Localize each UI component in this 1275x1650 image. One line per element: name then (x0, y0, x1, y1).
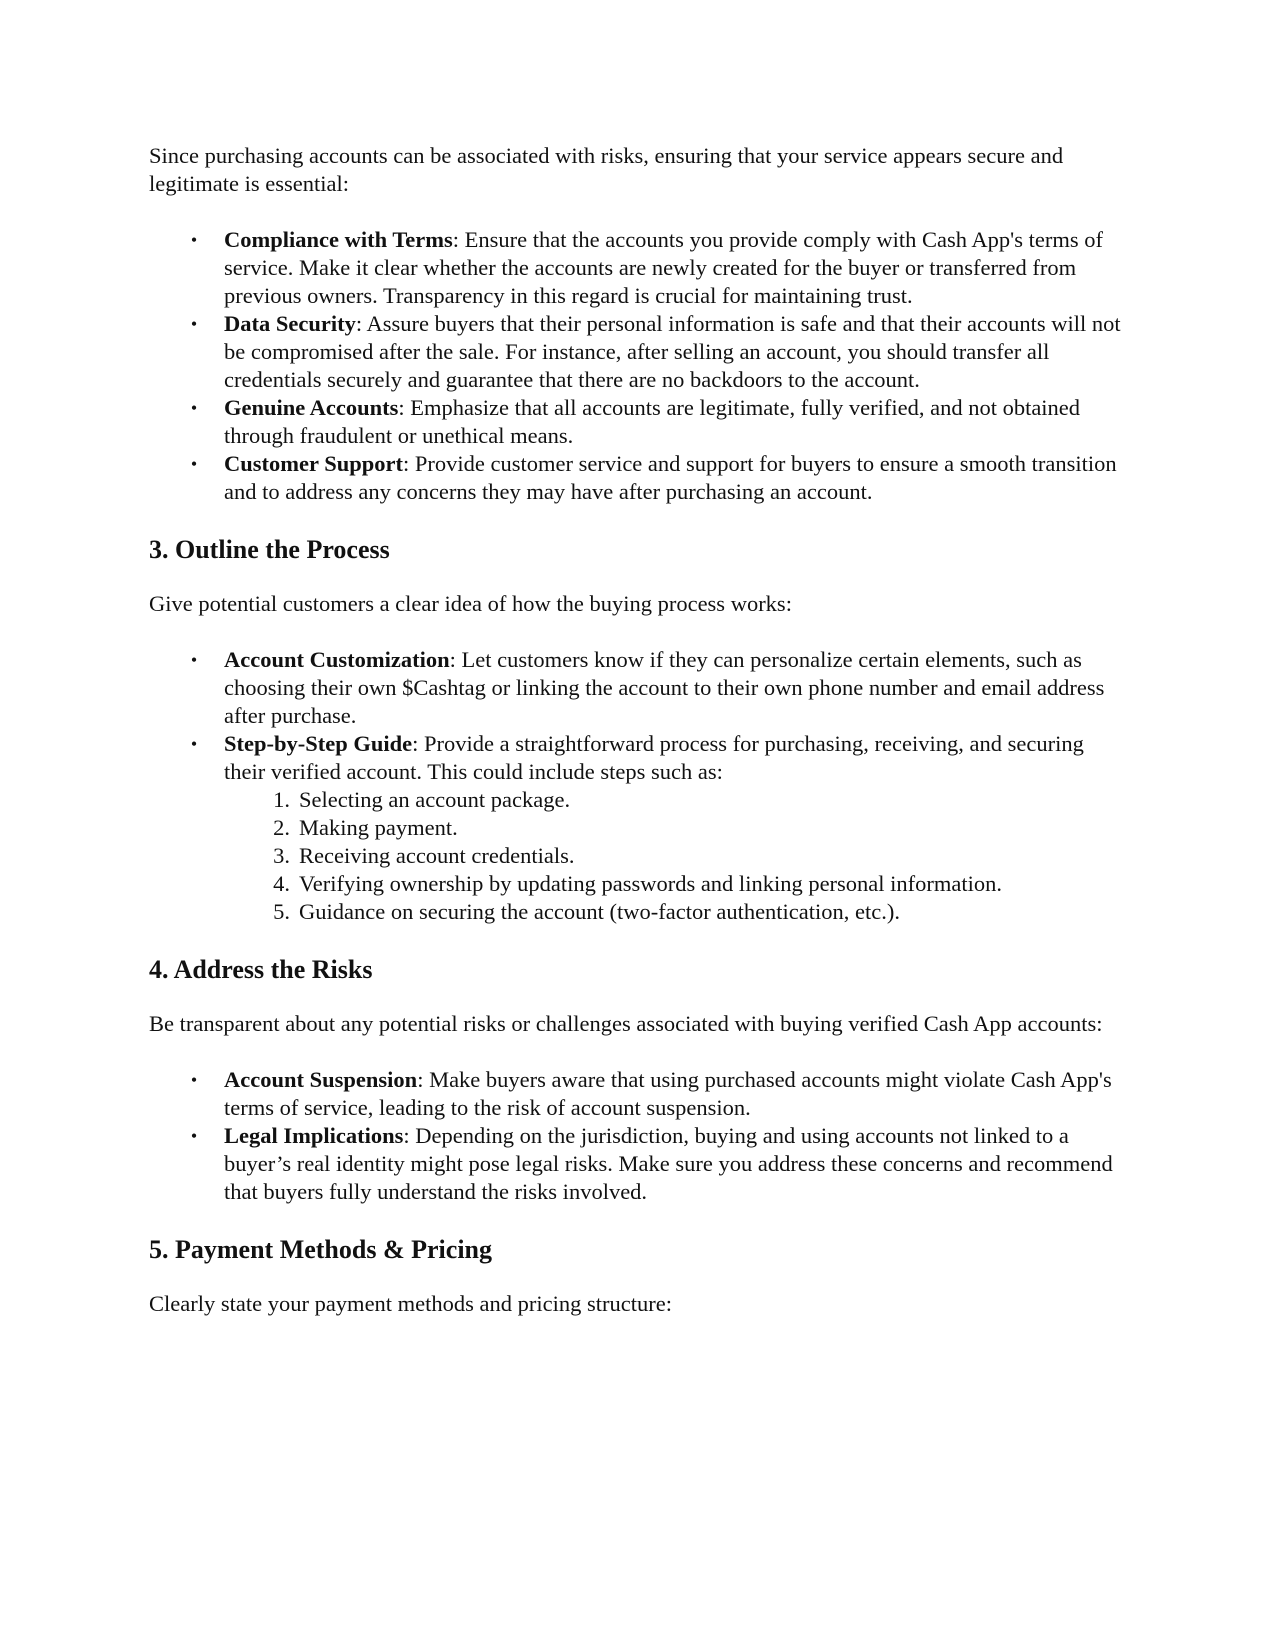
step-text: Guidance on securing the account (two-factor authentication, etc.). (299, 899, 900, 924)
list-item (149, 394, 1129, 450)
security-list (149, 226, 1129, 506)
list-item (149, 310, 1129, 394)
list-item (149, 450, 1129, 506)
process-list (149, 646, 1129, 926)
item-text: : Assure buyers that their personal information is safe and that their accounts will not be compromised after the sale. For instance, after selling an account, you should transfer all credentials securely and guarantee that there are no backdoors to the account. (224, 311, 1121, 392)
section-intro: Be transparent about any potential risks or challenges associated with buying verified Cash App accounts: (149, 1011, 1103, 1036)
step-number: 5. (273, 899, 290, 924)
list-item (149, 730, 1129, 926)
section-heading: 4. Address the Risks (149, 955, 373, 984)
risks-list (149, 1066, 1129, 1206)
step-item (224, 842, 1129, 870)
step-number: 4. (273, 871, 290, 896)
item-title: Compliance with Terms (224, 227, 453, 252)
item-text: : Ensure that the accounts you provide comply with Cash App's terms of service. Make it clear whether the accounts are newly created for the buyer or transferred from previous owners. Transparency in this regard is crucial for maintaining trust. (224, 227, 1103, 308)
intro-paragraph: Since purchasing accounts can be associated with risks, ensuring that your service appears secure and legitimate is essential: (149, 143, 1064, 196)
bullet-icon: • (190, 734, 198, 754)
step-number: 1. (273, 787, 290, 812)
bullet-icon: • (190, 398, 198, 418)
steps-list (224, 786, 1129, 926)
step-text: Receiving account credentials. (299, 843, 575, 868)
item-text: : Depending on the jurisdiction, buying and using accounts not linked to a buyer’s real identity might pose legal risks. Make sure you address these concerns and recommend that buyers fully understand the risks involved. (224, 1123, 1113, 1204)
step-item (224, 814, 1129, 842)
item-title: Step-by-Step Guide (224, 731, 413, 756)
item-title: Account Suspension (224, 1067, 418, 1092)
item-text: : Provide customer service and support for buyers to ensure a smooth transition and to address any concerns they may have after purchasing an account. (224, 451, 1117, 504)
step-item (224, 898, 1129, 926)
list-item (149, 1066, 1129, 1122)
bullet-icon: • (190, 314, 198, 334)
section-heading: 5. Payment Methods & Pricing (149, 1235, 493, 1264)
item-title: Data Security (224, 311, 356, 336)
item-text: : Let customers know if they can personalize certain elements, such as choosing their own $Cashtag or linking the account to their own phone number and email address after purchase. (224, 647, 1105, 728)
bullet-icon: • (190, 1070, 198, 1090)
section-heading: 3. Outline the Process (149, 535, 390, 564)
section-intro: Give potential customers a clear idea of how the buying process works: (149, 591, 792, 616)
item-text: : Provide a straightforward process for purchasing, receiving, and securing their verified account. This could include steps such as: (224, 731, 1084, 784)
document-body (149, 142, 1129, 1318)
step-number: 3. (273, 843, 290, 868)
item-title: Legal Implications (224, 1123, 404, 1148)
bullet-icon: • (190, 650, 198, 670)
item-text: : Make buyers aware that using purchased accounts might violate Cash App's terms of service, leading to the risk of account suspension. (224, 1067, 1112, 1120)
item-text: : Emphasize that all accounts are legitimate, fully verified, and not obtained through fraudulent or unethical means. (224, 395, 1081, 448)
step-text: Verifying ownership by updating passwords and linking personal information. (299, 871, 1003, 896)
bullet-icon: • (190, 454, 198, 474)
bullet-icon: • (190, 1126, 198, 1146)
step-number: 2. (273, 815, 290, 840)
item-title: Account Customization (224, 647, 450, 672)
bullet-icon: • (190, 230, 198, 250)
step-text: Making payment. (299, 815, 458, 840)
list-item (149, 1122, 1129, 1206)
step-item (224, 786, 1129, 814)
list-item (149, 226, 1129, 310)
item-title: Customer Support (224, 451, 403, 476)
list-item (149, 646, 1129, 730)
step-item (224, 870, 1129, 898)
step-text: Selecting an account package. (299, 787, 571, 812)
section-intro: Clearly state your payment methods and pricing structure: (149, 1291, 672, 1316)
item-title: Genuine Accounts (224, 395, 399, 420)
